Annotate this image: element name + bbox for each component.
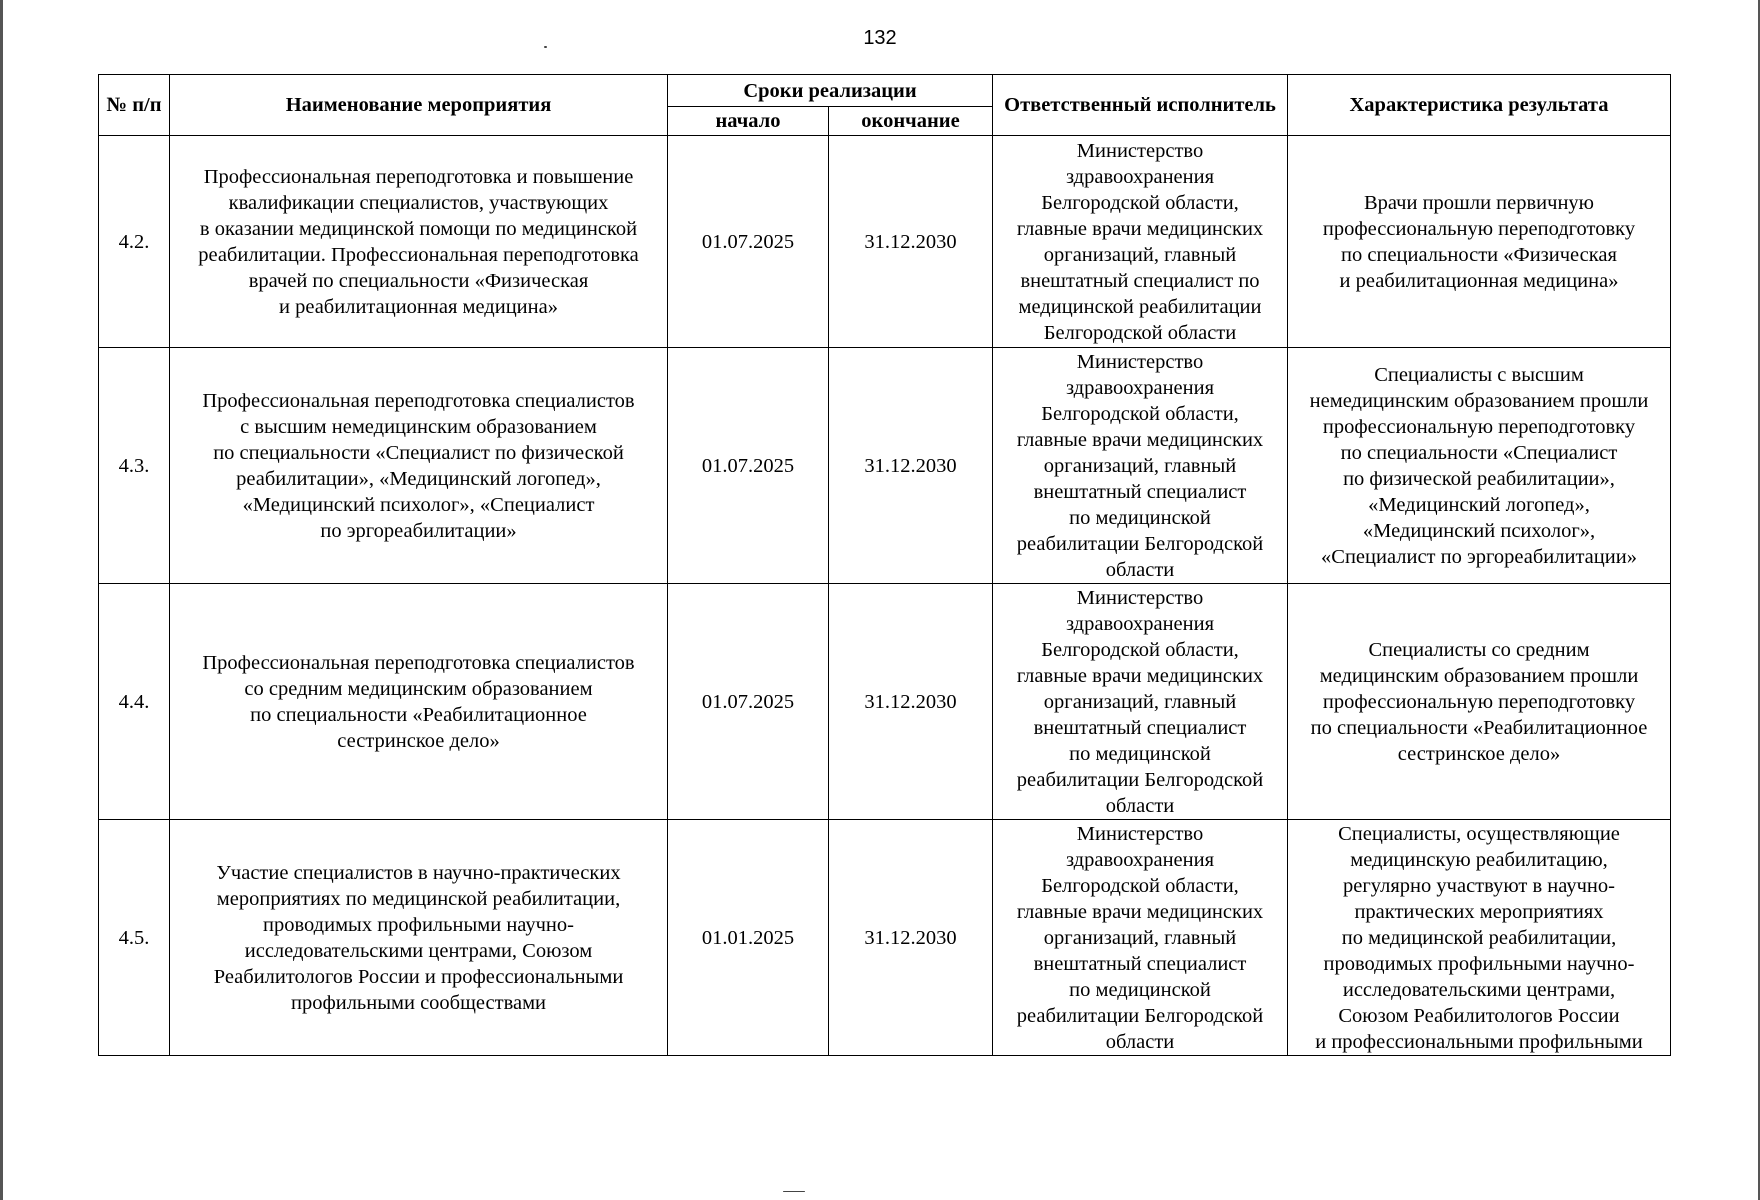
text-line: по эргореабилитации» xyxy=(320,519,517,542)
text-line: области xyxy=(1105,558,1175,581)
text-line: со средним медицинским образованием xyxy=(244,677,593,700)
text-line: Специалисты, осуществляющие xyxy=(1338,822,1620,845)
text-line: «Специалист по эргореабилитации» xyxy=(1321,545,1637,568)
text-line: Министерство xyxy=(1076,139,1204,162)
text-line: внештатный специалист xyxy=(1033,480,1247,503)
text-line: организаций, главный xyxy=(1043,926,1237,949)
text-line: реабилитации», «Медицинский логопед», xyxy=(236,467,601,490)
row-number: 4.5. xyxy=(99,820,170,1056)
text-line: области xyxy=(1105,1030,1175,1053)
row-number: 4.4. xyxy=(99,584,170,820)
text-line: по физической реабилитации», xyxy=(1343,467,1615,490)
text-line: по медицинской xyxy=(1069,506,1211,529)
header-implementation-period: Сроки реализации xyxy=(668,75,993,107)
text-line: с высшим немедицинским образованием xyxy=(240,415,597,438)
text-line: по медицинской xyxy=(1069,742,1211,765)
text-line: Белгородской области, xyxy=(1041,874,1239,897)
text-line: регулярно участвуют в научно- xyxy=(1343,874,1615,897)
text-line: по медицинской реабилитации, xyxy=(1341,926,1617,949)
text-line: Профессиональная переподготовка специалистов xyxy=(202,389,635,412)
end-date: 31.12.2030 xyxy=(829,820,993,1056)
text-line: сестринское дело» xyxy=(337,729,500,752)
header-number: № п/п xyxy=(99,75,170,136)
text-line: «Медицинский психолог», «Специалист xyxy=(242,493,595,516)
responsible-executor xyxy=(993,584,1288,820)
end-date: 31.12.2030 xyxy=(829,136,993,348)
text-line: Министерство xyxy=(1076,822,1204,845)
text-line: профильными сообществами xyxy=(290,991,547,1014)
text-line: главные врачи медицинских xyxy=(1016,664,1264,687)
text-line: профессиональную переподготовку xyxy=(1322,217,1636,240)
table-row xyxy=(99,348,1671,584)
text-line: Специалисты с высшим xyxy=(1374,363,1584,386)
text-line: по специальности «Специалист xyxy=(1340,441,1618,464)
text-line: медицинской реабилитации xyxy=(1018,295,1262,318)
start-date: 01.07.2025 xyxy=(668,348,829,584)
scan-speck xyxy=(783,1191,805,1192)
header-start: начало xyxy=(668,107,829,136)
text-line: внештатный специалист xyxy=(1033,716,1247,739)
text-line: «Медицинский психолог», xyxy=(1362,519,1596,542)
text-line: исследовательскими центрами, Союзом xyxy=(244,939,593,962)
text-line: Белгородской области, xyxy=(1041,402,1239,425)
text-line: исследовательскими центрами, xyxy=(1342,978,1616,1001)
text-line: организаций, главный xyxy=(1043,454,1237,477)
text-line: главные врачи медицинских xyxy=(1016,217,1264,240)
text-line: в оказании медицинской помощи по медицинской xyxy=(199,217,638,240)
text-line: по специальности «Реабилитационное xyxy=(1310,716,1648,739)
result-characteristic xyxy=(1288,348,1671,584)
text-line: Врачи прошли первичную xyxy=(1363,191,1594,214)
text-line: Участие специалистов в научно-практических xyxy=(216,861,621,884)
result-characteristic xyxy=(1288,820,1671,1056)
text-line: по специальности «Специалист по физической xyxy=(213,441,624,464)
table-row xyxy=(99,820,1671,1056)
row-number: 4.2. xyxy=(99,136,170,348)
text-line: и реабилитационная медицина» xyxy=(279,295,558,318)
text-line: реабилитации Белгородской xyxy=(1016,1004,1264,1027)
text-line: главные врачи медицинских xyxy=(1016,428,1264,451)
result-characteristic xyxy=(1288,136,1671,348)
text-line: главные врачи медицинских xyxy=(1016,900,1264,923)
start-date: 01.07.2025 xyxy=(668,584,829,820)
text-line: здравоохранения xyxy=(1065,376,1215,399)
text-line: немедицинским образованием прошли xyxy=(1309,389,1649,412)
activity-name xyxy=(170,820,668,1056)
text-line: проводимых профильными научно- xyxy=(263,913,574,936)
text-line: медицинским образованием прошли xyxy=(1319,664,1639,687)
start-date: 01.01.2025 xyxy=(668,820,829,1056)
text-line: здравоохранения xyxy=(1065,612,1215,635)
text-line: здравоохранения xyxy=(1065,165,1215,188)
end-date: 31.12.2030 xyxy=(829,348,993,584)
text-line: профессиональную переподготовку xyxy=(1322,415,1636,438)
text-line: внештатный специалист по xyxy=(1020,269,1260,292)
text-line: Белгородской области, xyxy=(1041,191,1239,214)
text-line: «Медицинский логопед», xyxy=(1368,493,1590,516)
text-line: реабилитации Белгородской xyxy=(1016,768,1264,791)
text-line: по специальности «Реабилитационное xyxy=(250,703,587,726)
row-number: 4.3. xyxy=(99,348,170,584)
text-line: организаций, главный xyxy=(1043,243,1237,266)
activities-table xyxy=(98,74,1671,1056)
table-row xyxy=(99,584,1671,820)
text-line: мероприятиях по медицинской реабилитации, xyxy=(216,887,621,910)
text-line: и реабилитационная медицина» xyxy=(1339,269,1619,292)
text-line: проводимых профильными научно- xyxy=(1323,952,1635,975)
responsible-executor xyxy=(993,136,1288,348)
text-line: реабилитации. Профессиональная переподготовка xyxy=(198,243,639,266)
text-line: Министерство xyxy=(1076,586,1204,609)
text-line: внештатный специалист xyxy=(1033,952,1247,975)
table-row xyxy=(99,136,1671,348)
header-activity-name: Наименование мероприятия xyxy=(170,75,668,136)
text-line: Белгородской области xyxy=(1043,321,1237,344)
text-line: профессиональную переподготовку xyxy=(1322,690,1636,713)
text-line: практических мероприятиях xyxy=(1354,900,1604,923)
text-line: врачей по специальности «Физическая xyxy=(248,269,589,292)
responsible-executor xyxy=(993,820,1288,1056)
activity-name xyxy=(170,584,668,820)
text-line: организаций, главный xyxy=(1043,690,1237,713)
text-line: Белгородской области, xyxy=(1041,638,1239,661)
text-line: квалификации специалистов, участвующих xyxy=(228,191,609,214)
activity-name xyxy=(170,348,668,584)
text-line: Министерство xyxy=(1076,350,1204,373)
text-line: Специалисты со средним xyxy=(1368,638,1590,661)
text-line: области xyxy=(1105,794,1175,817)
text-line: Реабилитологов России и профессиональными xyxy=(213,965,624,988)
page-number: 132 xyxy=(863,27,897,49)
scan-edge-left xyxy=(0,0,3,1200)
responsible-executor xyxy=(993,348,1288,584)
text-line: Профессиональная переподготовка и повышение xyxy=(203,165,634,188)
text-line: Союзом Реабилитологов России xyxy=(1338,1004,1620,1027)
end-date: 31.12.2030 xyxy=(829,584,993,820)
activity-name xyxy=(170,136,668,348)
text-line: здравоохранения xyxy=(1065,848,1215,871)
text-line: сестринское дело» xyxy=(1397,742,1561,765)
header-responsible-executor: Ответственный исполнитель xyxy=(993,75,1288,136)
text-line: медицинскую реабилитацию, xyxy=(1350,848,1608,871)
text-line: реабилитации Белгородской xyxy=(1016,532,1264,555)
header-result-characteristic: Характеристика результата xyxy=(1288,75,1671,136)
text-line: Профессиональная переподготовка специалистов xyxy=(202,651,635,674)
text-line: по медицинской xyxy=(1069,978,1211,1001)
text-line: по специальности «Физическая xyxy=(1341,243,1617,266)
start-date: 01.07.2025 xyxy=(668,136,829,348)
header-end: окончание xyxy=(829,107,993,136)
result-characteristic xyxy=(1288,584,1671,820)
text-line: и профессиональными профильными xyxy=(1315,1030,1643,1053)
